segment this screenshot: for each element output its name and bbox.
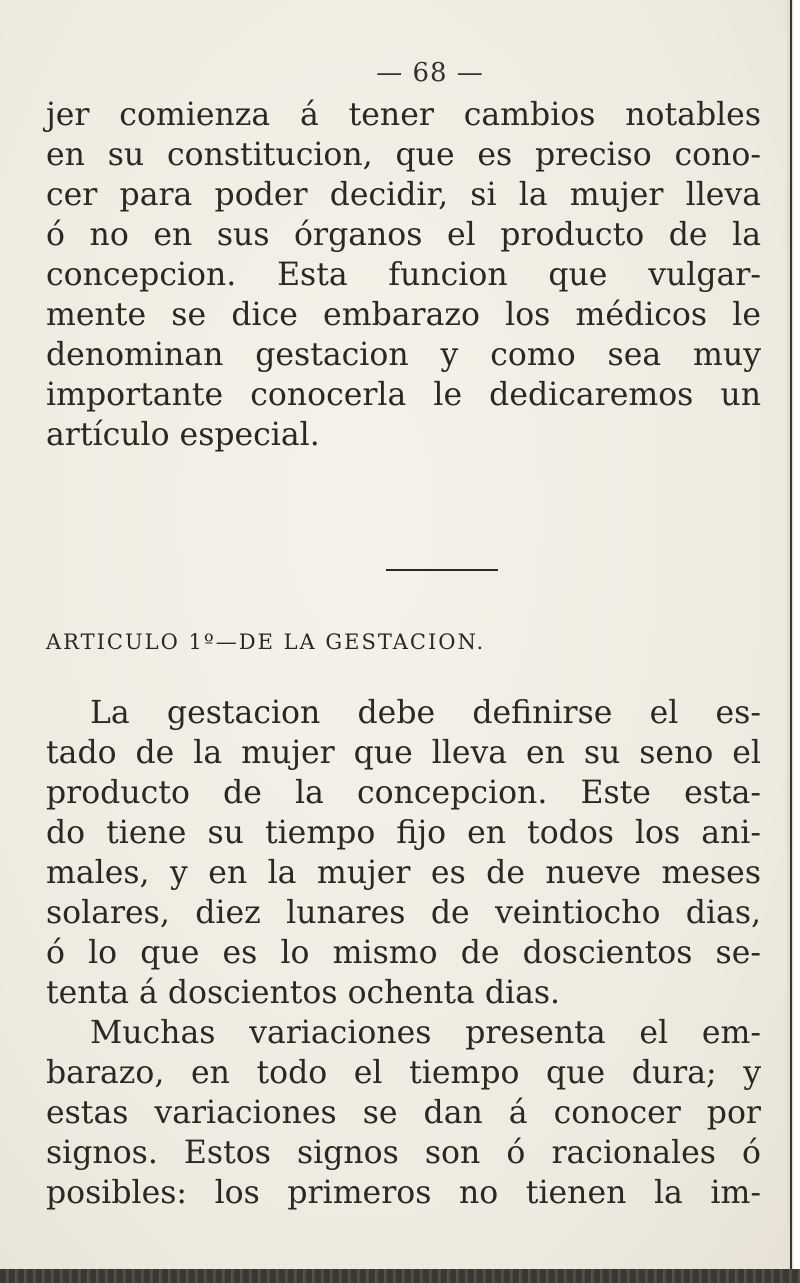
text-line: mente se dice embarazo los médicos le (46, 297, 761, 333)
text-line: producto de la concepcion. Este esta- (46, 775, 761, 811)
text-line: males, y en la mujer es de nueve meses (46, 855, 761, 891)
text-line: en su constitucion, que es preciso cono- (46, 137, 761, 173)
text-line: artículo especial. (46, 417, 320, 453)
text-line: solares, diez lunares de veintiocho dias, (46, 895, 761, 931)
text-line: La gestacion debe definirse el es- (90, 695, 761, 731)
text-line: do tiene su tiempo fijo en todos los ani- (46, 815, 761, 851)
section-divider (386, 569, 498, 571)
text-line: signos. Estos signos son ó racionales ó (46, 1135, 761, 1171)
page-edge-bottom (0, 1269, 800, 1283)
section-heading: ARTICULO 1º—DE LA GESTACION. (46, 630, 486, 654)
text-line: denominan gestacion y como sea muy (46, 337, 761, 373)
paragraph-continuation (46, 95, 761, 455)
page-edge-right (786, 0, 800, 1283)
text-line: cer para poder decidir, si la mujer lleva (46, 177, 761, 213)
page-number: — 68 — (376, 58, 484, 88)
text-line: Muchas variaciones presenta el em- (90, 1015, 761, 1051)
text-line: ó no en sus órganos el producto de la (46, 217, 761, 253)
text-line: ó lo que es lo mismo de doscientos se- (46, 935, 761, 971)
text-line: concepcion. Esta funcion que vulgar- (46, 257, 761, 293)
text-column (46, 95, 761, 1213)
text-line: jer comienza á tener cambios notables (46, 97, 761, 133)
text-line: estas variaciones se dan á conocer por (46, 1095, 761, 1131)
text-line: posibles: los primeros no tienen la im- (46, 1175, 761, 1211)
text-line: tenta á doscientos ochenta dias. (46, 975, 561, 1011)
paragraph-definition (46, 693, 761, 1013)
paragraph-variations (46, 1013, 761, 1213)
text-line: importante conocerla le dedicaremos un (46, 377, 761, 413)
text-line: barazo, en todo el tiempo que dura; y (46, 1055, 761, 1091)
text-line: tado de la mujer que lleva en su seno el (46, 735, 761, 771)
